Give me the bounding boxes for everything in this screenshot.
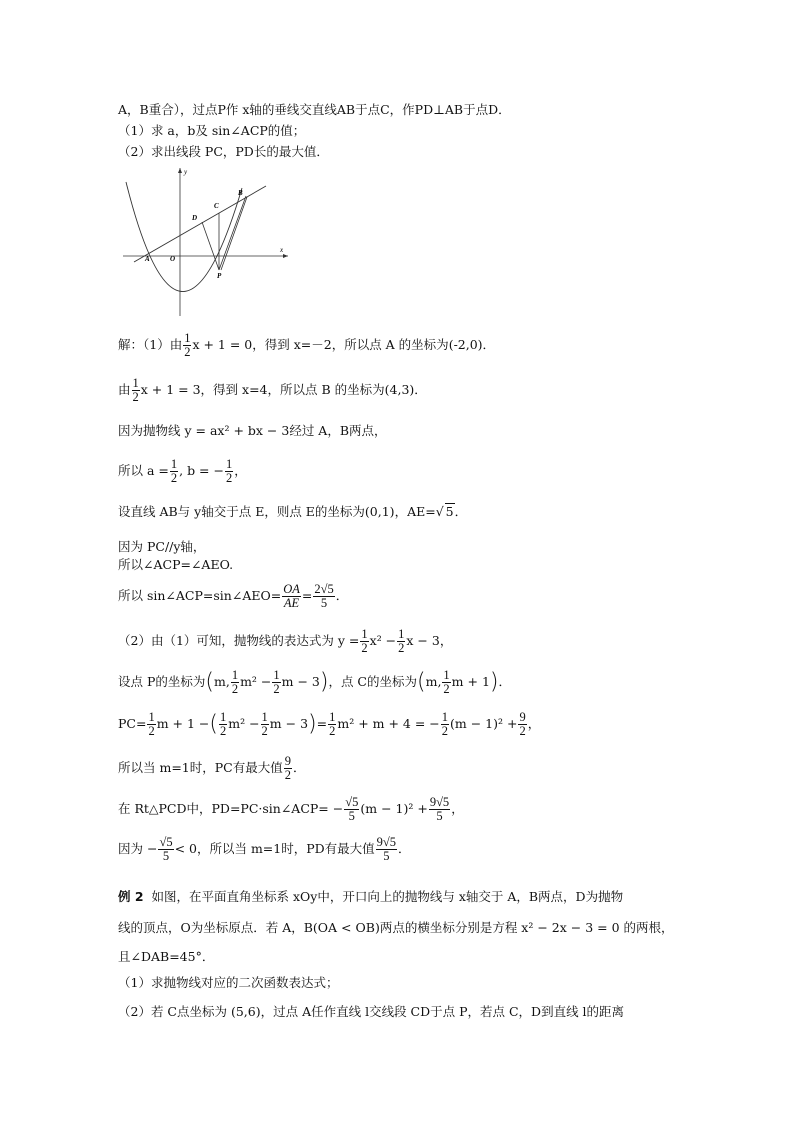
label-a: A bbox=[145, 255, 150, 263]
problem-line-1: A，B重合），过点P作 x轴的垂线交直线AB于点C，作PD⊥AB于点D． bbox=[118, 102, 511, 117]
example2-question-2: （2）若 C点坐标为 (5,6)，过点 A任作直线 l交线段 CD于点 P，若点 C，D到直线 l的距离 bbox=[118, 1004, 625, 1019]
solution-line-11: PC= $\frac{1}{2}$ m + 1 −( $\frac{1}{2}$ m² − $\frac{1}{2}$ m − 3)= $\frac{1}{2}$ m² + m + 4 = − $\frac{1}{2}$ (m − 1)² + $\frac{9}{2}$ ， bbox=[118, 710, 541, 738]
fraction: $\frac{1}{2}$ bbox=[398, 627, 405, 655]
fraction: $\frac{1}{2}$ bbox=[361, 627, 368, 655]
segment-pb-2 bbox=[221, 197, 247, 270]
solution-line-8: 所以 sin∠ACP=sin∠AEO= $\frac{OA}{AE}$ = $\frac{2√5}{5}$ ． bbox=[118, 582, 349, 610]
fraction: $\frac{1}{2}$ bbox=[225, 457, 233, 485]
fraction: $\frac{9}{2}$ bbox=[519, 710, 526, 738]
fraction: $\frac{1}{2}$ bbox=[273, 668, 280, 696]
label-d: D bbox=[192, 214, 198, 222]
example2-line-2: 线的顶点，O为坐标原点．若 A，B(OA < OB)两点的横坐标分别是方程 x² − 2x − 3 = 0 的两根， bbox=[118, 920, 674, 935]
segment-pb-1 bbox=[219, 196, 246, 270]
solution-line-5: 设直线 AB与 y轴交于点 E，则点 E的坐标为(0,1)，AE=√ 5． bbox=[118, 504, 468, 519]
label-x: x bbox=[280, 246, 284, 254]
solution-line-9: （2）由（1）可知，抛物线的表达式为 y = $\frac{1}{2}$ x² − $\frac{1}{2}$ x − 3， bbox=[118, 627, 453, 655]
label-p: P bbox=[217, 272, 222, 280]
fraction: $\frac{1}{2}$ bbox=[148, 710, 155, 738]
x-axis-arrow bbox=[283, 254, 288, 258]
fraction: $\frac{2√5}{5}$ bbox=[314, 582, 334, 610]
fraction: $\frac{9√5}{5}$ bbox=[429, 795, 450, 823]
solution-line-3: 因为抛物线 y = ax² + bx − 3经过 A，B两点， bbox=[118, 423, 387, 438]
fraction: $\frac{1}{2}$ bbox=[184, 331, 191, 359]
label-c: C bbox=[214, 202, 219, 210]
label-y: y bbox=[184, 168, 188, 176]
parabola-figure bbox=[118, 160, 298, 320]
fraction: $\frac{9}{2}$ bbox=[284, 754, 291, 782]
label-b: B bbox=[238, 189, 243, 197]
solution-line-14: 因为 − $\frac{√5}{5}$ < 0，所以当 m=1时，PD有最大值 $\frac{9√5}{5}$ ． bbox=[118, 835, 411, 863]
fraction: $\frac{1}{2}$ bbox=[170, 457, 178, 485]
y-axis-arrow bbox=[178, 168, 182, 173]
solution-line-4: 所以 a = $\frac{1}{2}$ , b = − $\frac{1}{2}$ ， bbox=[118, 457, 247, 485]
fraction: $\frac{1}{2}$ bbox=[443, 668, 450, 696]
example2-line-1: 例 2 如图，在平面直角坐标系 xOy中，开口向上的抛物线与 x轴交于 A，B两点，D为抛物 bbox=[118, 889, 624, 904]
parabola-curve bbox=[126, 182, 242, 292]
fraction: $\frac{1}{2}$ bbox=[261, 710, 268, 738]
segment-pd bbox=[202, 222, 219, 270]
label-o: O bbox=[170, 255, 176, 263]
problem-question-2: （2）求出线段 PC，PD长的最大值． bbox=[118, 144, 329, 159]
solution-line-12: 所以当 m=1时，PC有最大值 $\frac{9}{2}$ ． bbox=[118, 754, 306, 782]
fraction: $\frac{1}{2}$ bbox=[441, 710, 449, 738]
example2-line-3: 且∠DAB=45°． bbox=[118, 949, 215, 964]
solution-line-2: 由 $\frac{1}{2}$ x + 1 = 3，得到 x=4，所以点 B 的坐标为(4,3)． bbox=[118, 376, 427, 404]
fraction: $\frac{1}{2}$ bbox=[329, 710, 336, 738]
problem-question-1: （1）求 a，b及 sin∠ACP的值； bbox=[118, 123, 306, 138]
fraction: $\frac{1}{2}$ bbox=[219, 710, 227, 738]
fraction: $\frac{OA}{AE}$ bbox=[283, 582, 300, 610]
solution-line-1: 解：（1）由 $\frac{1}{2}$ x + 1 = 0，得到 x=－2，所以点 A 的坐标为(-2,0)． bbox=[118, 331, 496, 359]
example-label: 例 2 bbox=[118, 889, 144, 904]
fraction: $\frac{√5}{5}$ bbox=[345, 795, 359, 823]
fraction: $\frac{9√5}{5}$ bbox=[376, 835, 397, 863]
solution-line-10: 设点 P的坐标为(m, $\frac{1}{2}$ m² − $\frac{1}{2}$ m − 3)，点 C的坐标为(m, $\frac{1}{2}$ m + 1)． bbox=[118, 668, 512, 696]
fraction: $\frac{1}{2}$ bbox=[231, 668, 239, 696]
line-ab bbox=[134, 186, 266, 262]
solution-line-13: 在 Rt△PCD中，PD=PC·sin∠ACP= − $\frac{√5}{5}$ (m − 1)² + $\frac{9√5}{5}$ ， bbox=[118, 795, 464, 823]
solution-line-7: 所以∠ACP=∠AEO. bbox=[118, 557, 234, 572]
fraction: $\frac{1}{2}$ bbox=[132, 376, 139, 404]
example2-question-1: （1）求抛物线对应的二次函数表达式； bbox=[118, 975, 339, 990]
fraction: $\frac{√5}{5}$ bbox=[159, 835, 173, 863]
solution-line-6: 因为 PC//y轴， bbox=[118, 539, 206, 554]
